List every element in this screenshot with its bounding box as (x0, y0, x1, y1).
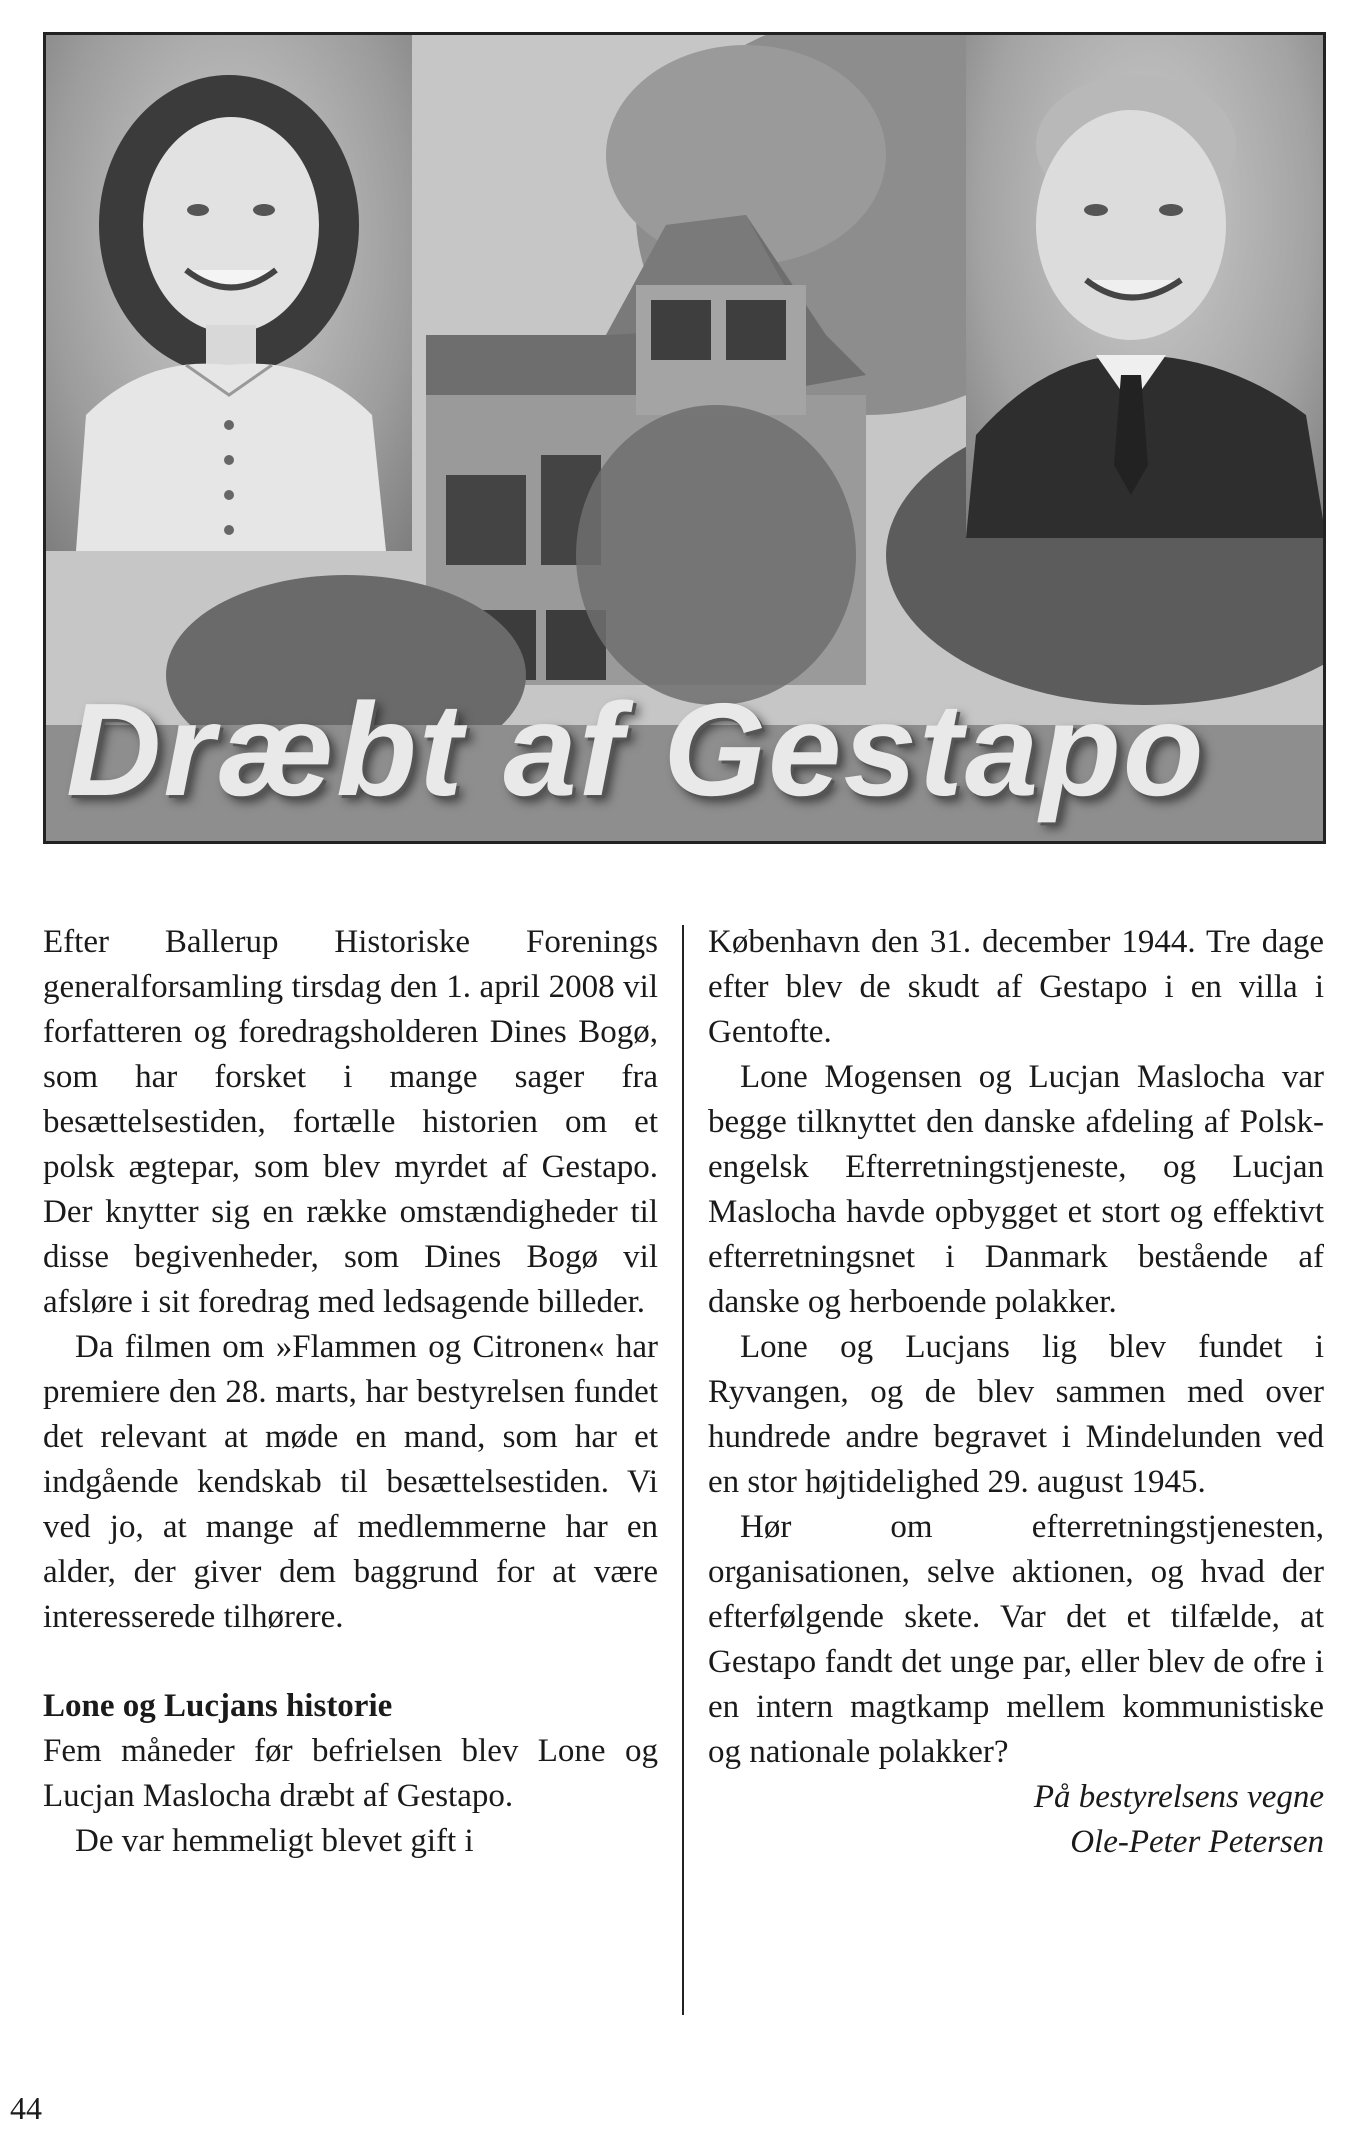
left-column (43, 920, 658, 1864)
paragraph: De var hemmeligt blevet gift i (75, 1823, 474, 1859)
header-title: Dræbt af Gestapo (66, 676, 1206, 823)
paragraph: København den 31. december 1944. Tre dage efter blev de skudt af Gestapo i en villa i Gentofte. (708, 924, 1324, 1050)
paragraph: Da filmen om »Flammen og Citronen« har premiere den 28. marts, har bestyrelsen fundet det relevant at møde en mand, som har et indgående kendskab til besættelsestiden. Vi ved jo, at mange af medlemmerne har en alder, der giver dem baggrund for at være interesserede tilhørere. (43, 1329, 658, 1635)
signature-line: På bestyrelsens vegne (1033, 1779, 1324, 1815)
signature-name: Ole-Peter Petersen (1070, 1824, 1324, 1860)
right-column (708, 920, 1324, 1865)
section-heading: Lone og Lucjans historie (43, 1688, 393, 1724)
paragraph: Hør om efterretningstjenesten, organisationen, selve aktionen, og hvad der efterfølgende skete. Var det et tilfælde, at Gestapo fandt det unge par, eller blev de ofre i en intern magtkamp mellem kommunistiske og nationale polakker? (708, 1509, 1324, 1770)
paragraph: Lone og Lucjans lig blev fundet i Ryvangen, og de blev sammen med over hundrede andre begravet i Mindelunden ved en stor højtidelighed 29. august 1945. (708, 1329, 1324, 1500)
paragraph: Lone Mogensen og Lucjan Maslocha var begge tilknyttet den danske afdeling af Polsk-engelsk Efterretningstjeneste, og Lucjan Maslocha havde opbygget et stort og effektivt efterretningsnet i Danmark bestående af danske og herboende polakker. (708, 1059, 1324, 1320)
header-photo-collage (43, 32, 1326, 844)
page-number: 44 (10, 2090, 42, 2126)
portrait-man (966, 35, 1326, 538)
paragraph: Fem måneder før befrielsen blev Lone og Lucjan Maslocha dræbt af Gestapo. (43, 1733, 658, 1814)
paragraph: Efter Ballerup Historiske Forenings generalforsamling tirsdag den 1. april 2008 vil forfatteren og foredragsholderen Dines Bogø, som har forsket i mange sager fra besættelsestiden, fortælle historien om et polsk ægtepar, som blev myrdet af Gestapo. Der knytter sig en række omstændigheder til disse begivenheder, som Dines Bogø vil afsløre i sit foredrag med ledsagende billeder. (43, 924, 658, 1320)
portrait-woman (46, 35, 412, 551)
column-divider (682, 925, 684, 2015)
